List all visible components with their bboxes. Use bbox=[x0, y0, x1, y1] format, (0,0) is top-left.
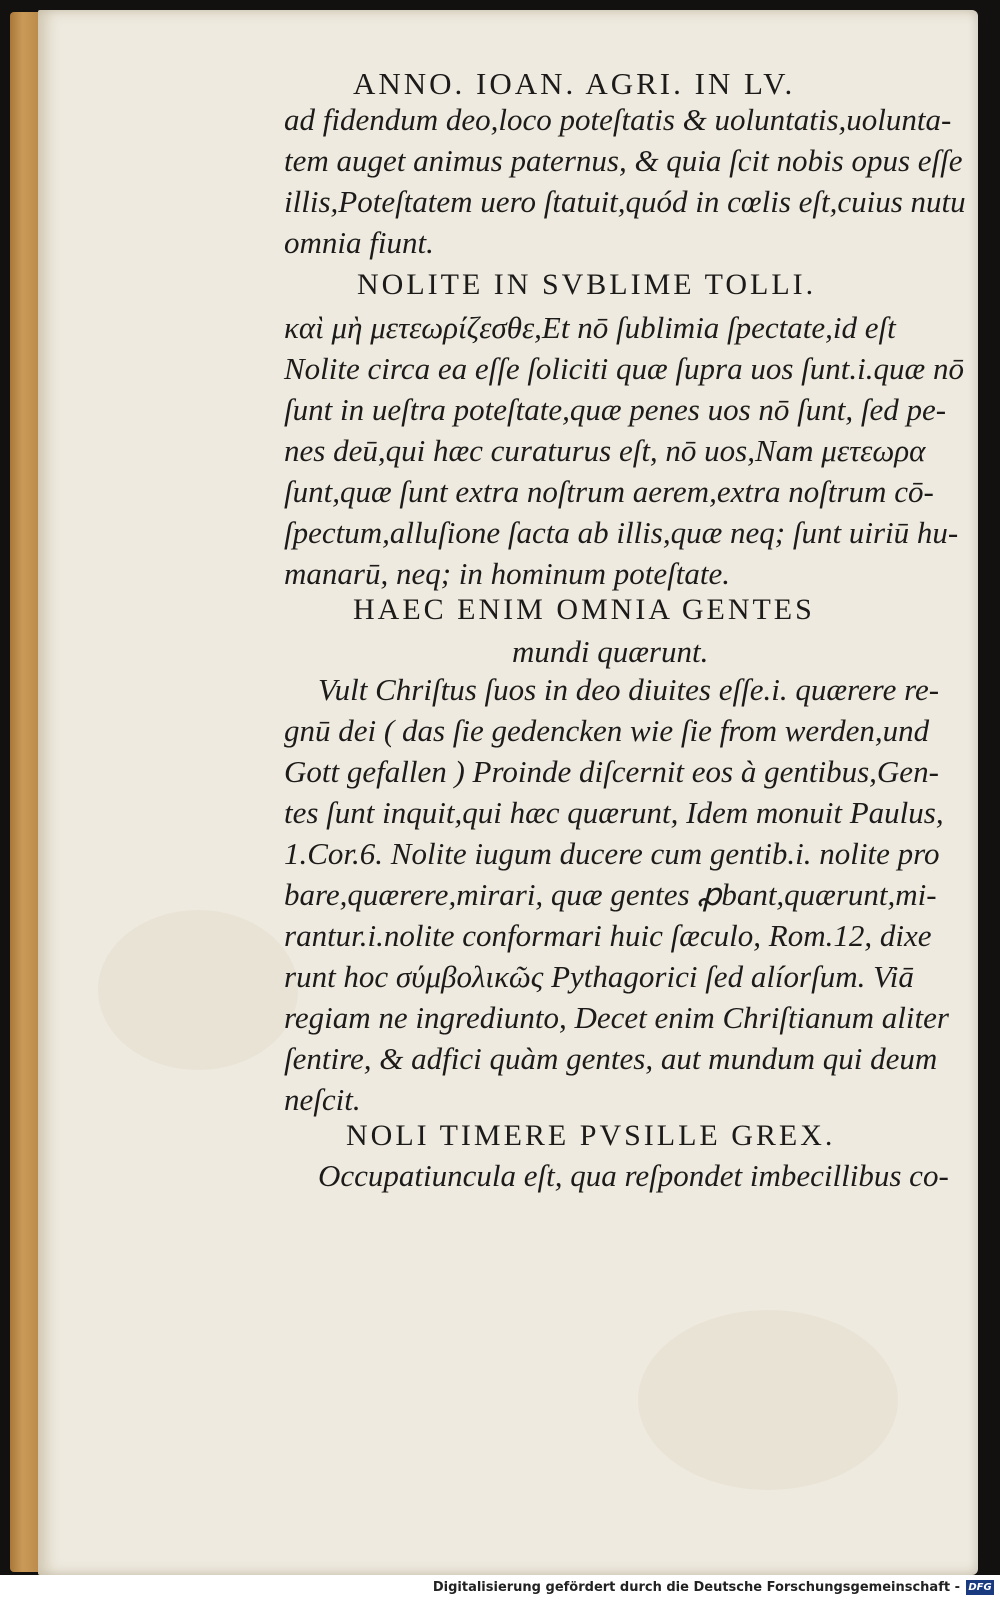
text-line: manarū, neq; in hominum poteſtate. bbox=[284, 556, 731, 591]
text-line: tes ſunt inquit,qui hæc quærunt, Idem monuit Paulus, bbox=[284, 795, 944, 830]
text-line: Vult Chriſtus ſuos in deo diuites eſſe.i. quærere re- bbox=[318, 672, 940, 707]
section-heading: HAEC ENIM OMNIA GENTES bbox=[353, 593, 815, 626]
text-line: regiam ne ingrediunto, Decet enim Chriſtianum aliter bbox=[284, 1000, 949, 1035]
paper-stain bbox=[98, 910, 298, 1070]
text-line: Gott gefallen ) Proinde diſcernit eos à gentibus,Gen- bbox=[284, 754, 939, 789]
dfg-logo-icon: DFG bbox=[966, 1580, 994, 1595]
paper-stain bbox=[638, 1310, 898, 1490]
text-line: tem auget animus paternus, & quia ſcit nobis opus eſſe bbox=[284, 143, 963, 178]
text-line: 1.Cor.6. Nolite iugum ducere cum gentib.i. nolite pro bbox=[284, 836, 940, 871]
text-line: rantur.i.nolite conformari huic ſæculo, Rom.12, dixe bbox=[284, 918, 932, 953]
text-line: Occupatiuncula eſt, qua reſpondet imbecillibus co- bbox=[318, 1158, 949, 1193]
text-line: bare,quærere,mirari, quæ gentes ꝓbant,quærunt,mi- bbox=[284, 877, 937, 912]
text-line: nes deū,qui hæc curaturus eſt, nō uos,Nam μετεωρα bbox=[284, 433, 926, 468]
section-heading: NOLITE IN SVBLIME TOLLI. bbox=[357, 268, 817, 301]
text-line: gnū dei ( das ſie gedencken wie ſie from werden,und bbox=[284, 713, 930, 748]
running-head: ANNO. IOAN. AGRI. IN LV. bbox=[353, 66, 796, 101]
text-line: runt hoc σύμβολικῶς Pythagorici ſed alíorſum. Viā bbox=[284, 959, 914, 994]
text-line: illis,Poteſtatem uero ſtatuit,quód in cœlis eſt,cuius nutu bbox=[284, 184, 966, 219]
text-line: καὶ μὴ μετεωρίζεσθε,Et nō ſublimia ſpectate,id eſt bbox=[284, 310, 896, 345]
text-line: Nolite circa ea eſſe ſoliciti quæ ſupra uos ſunt.i.quæ nō bbox=[284, 351, 964, 386]
section-subheading: mundi quærunt. bbox=[512, 634, 709, 669]
text-line: ad fidendum deo,loco poteſtatis & uoluntatis,uolunta- bbox=[284, 102, 952, 137]
text-line: ſentire, & adfici quàm gentes, aut mundum qui deum bbox=[284, 1041, 938, 1076]
text-line: ſunt,quæ ſunt extra noſtrum aerem,extra noſtrum cō- bbox=[284, 474, 934, 509]
text-line: neſcit. bbox=[284, 1082, 361, 1117]
funding-credit: Digitalisierung gefördert durch die Deutsche Forschungsgemeinschaft - bbox=[432, 1580, 960, 1595]
text-line: ſunt in ueſtra poteſtate,quæ penes uos nō ſunt, ſed pe- bbox=[284, 392, 947, 427]
text-line: omnia fiunt. bbox=[284, 225, 434, 260]
section-heading: NOLI TIMERE PVSILLE GREX. bbox=[346, 1119, 836, 1152]
book-page bbox=[38, 10, 978, 1575]
text-line: ſpectum,alluſione ſacta ab illis,quæ neq; ſunt uiriū hu- bbox=[284, 515, 959, 550]
